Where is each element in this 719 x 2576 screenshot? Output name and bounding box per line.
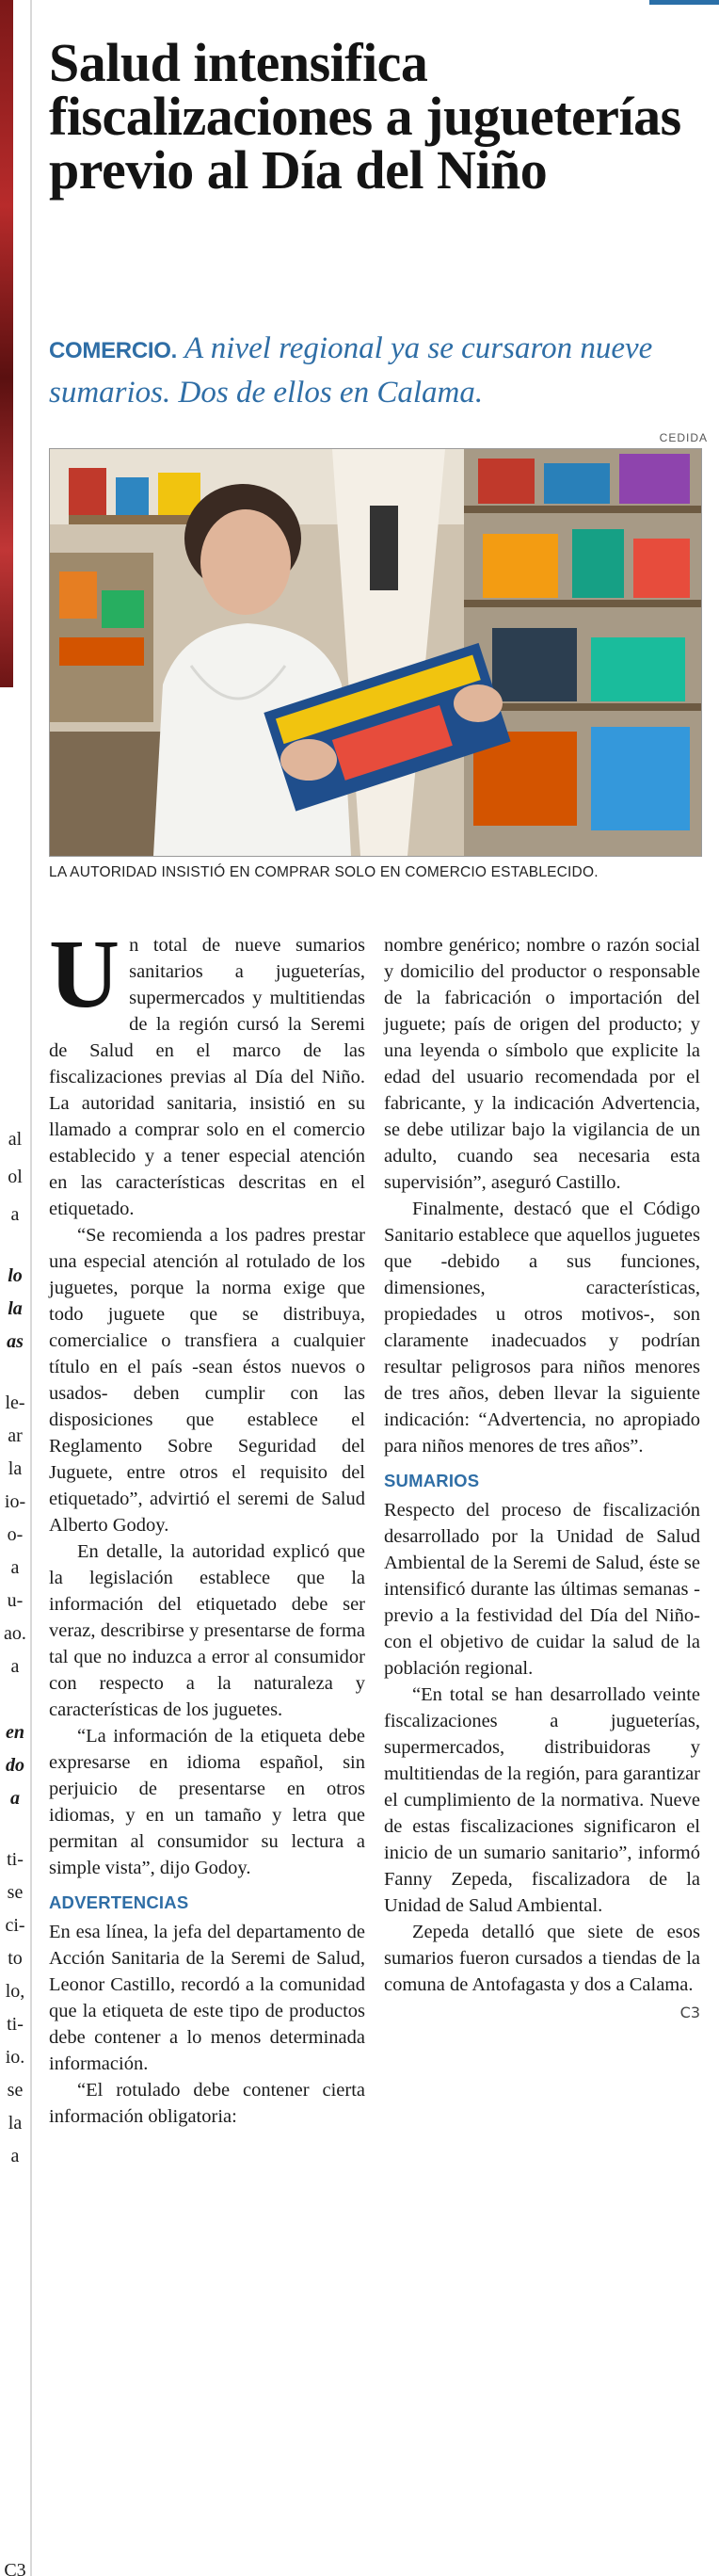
adjacent-photo-edge	[0, 0, 13, 687]
gutter-text-fragment: as	[7, 1331, 24, 1352]
paragraph: Respecto del proceso de fiscalización desarrollado por la Unidad de Salud Ambiental de la Seremi de Salud, éste se intensificó durante las últimas semanas -previo a la festividad del Día del Niño- con el objetivo de cuidar la salud de la población regional.	[384, 1500, 700, 1679]
gutter-text-fragment: ol	[8, 1167, 23, 1187]
gutter-text-fragment: a	[10, 1557, 20, 1578]
gutter-text-fragment: en	[6, 1722, 24, 1743]
gutter-text-fragment: a	[10, 1204, 20, 1225]
paragraph: “El rotulado debe contener cierta información obligatoria:	[49, 2080, 365, 2127]
body-column-1	[49, 920, 365, 2570]
column-divider	[30, 0, 32, 2576]
article-photo	[49, 448, 702, 857]
subhead-sumarios: SUMARIOS	[384, 1471, 480, 1490]
adjacent-article-fragment	[0, 0, 32, 2576]
deck-text: A nivel regional ya se cursaron nueve sumarios. Dos de ellos en Calama.	[49, 331, 653, 410]
gutter-text-fragment: u-	[7, 1590, 24, 1611]
gutter-text-fragment: ar	[8, 1425, 23, 1446]
paragraph: “En total se han desarrollado veinte fiscalizaciones a jugueterías, supermercados, distribuidoras y multitiendas de la región, para garantizar el cumplimiento de la normativa. Nueve de estas fiscalizaciones significaron el inicio de un sumario sanitario”, informó Fanny Zepeda, fiscalizadora de la Unidad de Salud Ambiental.	[384, 1684, 700, 1916]
photo-illustration	[50, 449, 701, 856]
paragraph: “Se recomienda a los padres prestar una especial atención al rotulado de los juguetes, porque la norma exige que todo juguete que se distribuya, comercialice o transfiera a cualquier título en el país -sean éstos nuevos o usados- deben cumplir con las disposiciones que establece el Reglamento Sobre Seguridad del Juguete, entre otros el requisito del etiquetado”, advirtió el seremi de Salud Alberto Godoy.	[49, 1225, 365, 1536]
gutter-text-fragment: la	[8, 2113, 23, 2133]
gutter-text-fragment: C3	[4, 2560, 26, 2576]
paragraph: “La información de la etiqueta debe expresarse en idioma español, sin perjuicio de presentarse en otros idiomas, y en un tamaño y letra que permitan al consumidor su lectura a simple vista”, dijo Godoy.	[49, 1726, 365, 1878]
paragraph-text: n total de nueve sumarios sanitarios a jugueterías, supermercados y multitiendas de la región cursó la Seremi de Salud en el marco de las fiscalizaciones previas al Día del Niño. La autoridad sanitaria, insistió en su llamado a comprar solo en el comercio establecido y a tener especial atención en las características descritas en el etiquetado.	[49, 935, 365, 1219]
gutter-text-fragment: ao.	[4, 1623, 26, 1644]
photo-caption: LA AUTORIDAD INSISTIÓ EN COMPRAR SOLO EN COMERCIO ESTABLECIDO.	[49, 864, 599, 880]
body-column-2	[384, 932, 700, 2570]
gutter-text-fragment: a	[10, 1788, 20, 1809]
paragraph	[49, 920, 365, 1222]
gutter-text-fragment: a	[10, 1656, 20, 1677]
section-end-icon: C3	[679, 2004, 700, 2021]
subhead-advertencias: ADVERTENCIAS	[49, 1892, 189, 1912]
gutter-text-fragment: lo,	[5, 1981, 25, 2002]
gutter-text-fragment: ti-	[7, 2014, 24, 2035]
gutter-text-fragment: o-	[7, 1524, 24, 1545]
deck	[49, 328, 698, 413]
paragraph: Finalmente, destacó que el Código Sanitario establece que aquellos juguetes que -debido a sus funciones, dimensiones, características, propiedades u otros motivos-, son claramente inadecuados y podrían resultar peligrosos para niños menores de tres años, deben llevar la siguiente indicación: “Advertencia, no apropiado para niños menores de tres años”.	[384, 1199, 700, 1457]
gutter-text-fragment: ci-	[5, 1915, 25, 1936]
gutter-text-fragment: la	[8, 1458, 23, 1479]
top-accent-rule	[649, 0, 719, 5]
gutter-text-fragment: la	[8, 1298, 23, 1319]
gutter-text-fragment: io.	[5, 2047, 25, 2068]
paragraph: nombre genérico; nombre o razón social y domicilio del productor o responsable de la fabricación o importación del juguete; país de origen del producto; y una leyenda o símbolo que explicite la edad del usuario recomendada por el fabricante, y la indicación Advertencia, se debe utilizar bajo la vigilancia de un adulto, cuando sea necesaria esta supervisión”, aseguró Castillo.	[384, 935, 700, 1193]
gutter-text-fragment: al	[8, 1129, 23, 1150]
gutter-text-fragment: ti-	[7, 1849, 24, 1870]
gutter-text-fragment: lo	[8, 1265, 23, 1286]
paragraph: Zepeda detalló que siete de esos sumarios fueron cursados a tiendas de la comuna de Antofagasta y dos a Calama.	[384, 1922, 700, 1995]
paragraph: En esa línea, la jefa del departamento de Acción Sanitaria de la Seremi de Salud, Leonor Castillo, recordó a la comunidad que la etiqueta de este tipo de productos debe contener a lo menos determinada información.	[49, 1922, 365, 2074]
photo-credit: CEDIDA	[659, 431, 708, 444]
gutter-text-fragment: a	[10, 2146, 20, 2166]
headline: Salud intensifica fiscalizaciones a jugueterías previo al Día del Niño	[49, 32, 681, 201]
paragraph: En detalle, la autoridad explicó que la legislación establece que la información del etiquetado debe ser veraz, describirse y presentarse de forma tal que no induzca a error al consumidor con respecto a la naturaleza y características de los juguetes.	[49, 1541, 365, 1720]
gutter-text-fragment: io-	[4, 1491, 26, 1512]
section-kicker: COMERCIO.	[49, 338, 177, 363]
gutter-text-fragment: le-	[5, 1393, 25, 1413]
gutter-text-fragment: do	[6, 1755, 24, 1776]
gutter-text-fragment: se	[7, 1882, 24, 1903]
gutter-text-fragment: se	[7, 2080, 24, 2101]
article-body	[49, 920, 700, 2570]
drop-cap: U	[49, 920, 120, 1028]
gutter-text-fragment: to	[8, 1948, 23, 1969]
